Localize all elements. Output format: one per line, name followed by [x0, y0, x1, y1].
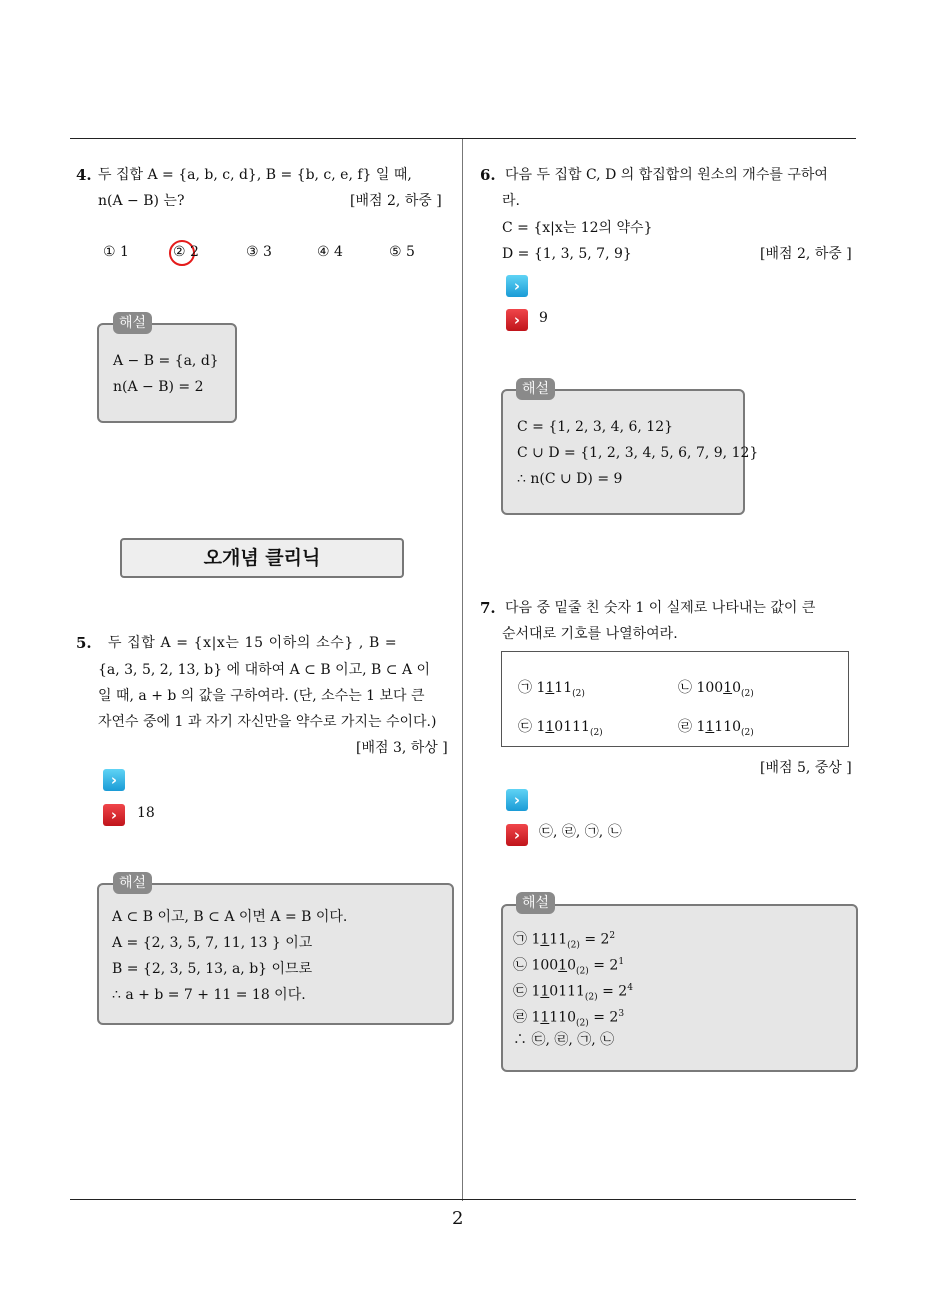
q7-solution-box — [501, 904, 858, 1072]
q7-sol-1-exp: 2 — [609, 931, 616, 941]
q4-choice-4[interactable]: ④ 4 — [317, 244, 343, 260]
q7-solution-line-3: ㉢ $110111_{(2)} = 2^4$ — [513, 983, 633, 1003]
column-divider — [462, 139, 463, 1201]
q4-line-1: 두 집합 A = {a, b, c, d}, B = {b, c, e, f} 일 때, — [98, 167, 412, 183]
q5-score: [배점 3, 하상 ] — [356, 740, 448, 756]
q7-solution-tag: 해설 — [516, 892, 555, 914]
q7-solution-line-2: ㉡ $10010_{(2)} = 2^1$ — [513, 957, 625, 977]
red-arrow-icon[interactable]: › — [506, 824, 528, 846]
q7-sol-4-rhs: = 2 — [593, 1009, 619, 1026]
q5-answer: 18 — [137, 805, 155, 821]
q7-item-b-base: (2) — [741, 688, 754, 699]
q7-item-c-num: 110111 — [536, 719, 590, 735]
q5-line-3: 일 때, a + b 의 값을 구하여라. (단, 소수는 1 보다 큰 — [98, 688, 425, 704]
q4-line-2: n(A − B) 는? — [98, 193, 185, 209]
q6-score: [배점 2, 하중 ] — [760, 246, 852, 262]
q4-solution-tag: 해설 — [113, 312, 152, 334]
q5-solution-line-4: ∴ a + b = 7 + 11 = 18 이다. — [112, 987, 306, 1003]
q5-line-4: 자연수 중에 1 과 자기 자신만을 약수로 가지는 수이다.) — [98, 714, 437, 730]
q7-item-a — [518, 677, 585, 699]
q4-choice-3[interactable]: ③ 3 — [246, 244, 272, 260]
q7-sol-1-rhs: = 2 — [584, 931, 610, 948]
q6-solution-line-3: ∴ n(C ∪ D) = 9 — [517, 471, 623, 487]
q7-solution-line-4: ㉣ $11110_{(2)} = 2^3$ — [513, 1009, 625, 1029]
q7-solution-conclusion: ∴ ㉢, ㉣, ㉠, ㉡ — [513, 1032, 615, 1048]
q7-line-2: 순서대로 기호를 나열하여라. — [502, 626, 678, 642]
q7-sol-3-label: ㉢ — [513, 983, 527, 1000]
blue-arrow-icon[interactable]: › — [103, 769, 125, 791]
q4-solution-box — [97, 323, 237, 423]
q4-solution-line-2: n(A − B) = 2 — [113, 379, 204, 395]
q7-sol-4-exp: 3 — [618, 1009, 625, 1019]
footer-rule — [70, 1199, 856, 1200]
q7-item-d — [678, 716, 754, 738]
q6-line-2: 라. — [502, 193, 520, 209]
q7-line-1: 다음 중 밑줄 친 숫자 1 이 실제로 나타내는 값이 큰 — [505, 600, 816, 616]
q7-sol-2-label: ㉡ — [513, 957, 527, 974]
q6-solution-tag: 해설 — [516, 378, 555, 400]
q5-solution-line-3: B = {2, 3, 5, 13, a, b} 이므로 — [112, 961, 313, 977]
q6-line-1: 다음 두 집합 C, D 의 합집합의 원소의 개수를 구하여 — [505, 167, 828, 183]
red-arrow-icon[interactable]: › — [103, 804, 125, 826]
q7-sol-2-base: (2) — [576, 966, 589, 977]
q7-solution-line-1: ㉠ $1111_{(2)} = 2^2$ — [513, 931, 616, 951]
q5-solution-line-2: A = {2, 3, 5, 7, 11, 13 } 이고 — [112, 935, 313, 951]
q7-sol-2-exp: 1 — [618, 957, 625, 967]
q7-item-d-num: 11110 — [696, 719, 742, 735]
q5-line-2: {a, 3, 5, 2, 13, b} 에 대하여 A ⊂ B 이고, B ⊂ A 이 — [98, 662, 431, 678]
q7-item-b-label: ㉡ — [678, 680, 692, 696]
q7-item-d-base: (2) — [741, 727, 754, 738]
q5-line-1: 두 집합 A = {x|x는 15 이하의 소수} , B = — [108, 635, 398, 651]
q7-item-a-base: (2) — [572, 688, 585, 699]
q7-item-b — [678, 677, 754, 699]
q5-solution-line-1: A ⊂ B 이고, B ⊂ A 이면 A = B 이다. — [112, 909, 348, 925]
q5-solution-tag: 해설 — [113, 872, 152, 894]
q6-answer: 9 — [539, 310, 548, 326]
q7-sol-3-base: (2) — [584, 992, 598, 1003]
q7-item-c-base: (2) — [589, 727, 603, 738]
q5-number: 5. — [76, 634, 92, 652]
q7-sol-1-label: ㉠ — [513, 931, 527, 948]
q7-item-c-label: ㉢ — [518, 719, 532, 735]
q7-answer: ㉢, ㉣, ㉠, ㉡ — [539, 824, 622, 840]
q7-number: 7. — [480, 599, 496, 617]
red-arrow-icon[interactable]: › — [506, 309, 528, 331]
blue-arrow-icon[interactable]: › — [506, 789, 528, 811]
page-number: 2 — [452, 1208, 464, 1229]
q7-item-d-label: ㉣ — [678, 719, 692, 735]
q7-items-table — [501, 651, 849, 747]
q7-sol-2-rhs: = 2 — [593, 957, 619, 974]
q7-sol-1-base: (2) — [567, 940, 580, 951]
q4-choice-1[interactable]: ① 1 — [103, 244, 129, 260]
q4-number: 4. — [76, 166, 92, 184]
q7-sol-3-exp: 4 — [627, 983, 633, 993]
q4-score: [배점 2, 하중 ] — [350, 193, 442, 209]
misconception-clinic-banner: 오개념 클리닉 — [120, 538, 404, 578]
q5-solution-box — [97, 883, 454, 1025]
q7-item-a-label: ㉠ — [518, 680, 532, 696]
q6-solution-box — [501, 389, 759, 515]
q6-solution-line-2: C ∪ D = {1, 2, 3, 4, 5, 6, 7, 9, 12} — [517, 445, 759, 461]
q4-choice-2[interactable]: ② 2 — [173, 244, 199, 260]
q7-sol-4-label: ㉣ — [513, 1009, 527, 1026]
q7-item-c — [518, 716, 603, 738]
q6-line-3: C = {x|x는 12의 약수} — [502, 220, 653, 236]
q7-sol-4-base: (2) — [576, 1018, 589, 1029]
blue-arrow-icon[interactable]: › — [506, 275, 528, 297]
q6-line-4: D = {1, 3, 5, 7, 9} — [502, 246, 632, 262]
q7-sol-3-rhs: = 2 — [602, 983, 628, 1000]
q6-solution-line-1: C = {1, 2, 3, 4, 6, 12} — [517, 419, 674, 435]
q7-item-a-num: 1111 — [536, 680, 573, 696]
q7-score: [배점 5, 중상 ] — [760, 760, 852, 776]
q6-number: 6. — [480, 166, 496, 184]
header-rule — [70, 138, 856, 139]
q4-choice-5[interactable]: ⑤ 5 — [389, 244, 415, 260]
q7-item-b-num: 10010 — [696, 680, 742, 696]
q4-solution-line-1: A − B = {a, d} — [113, 353, 219, 369]
